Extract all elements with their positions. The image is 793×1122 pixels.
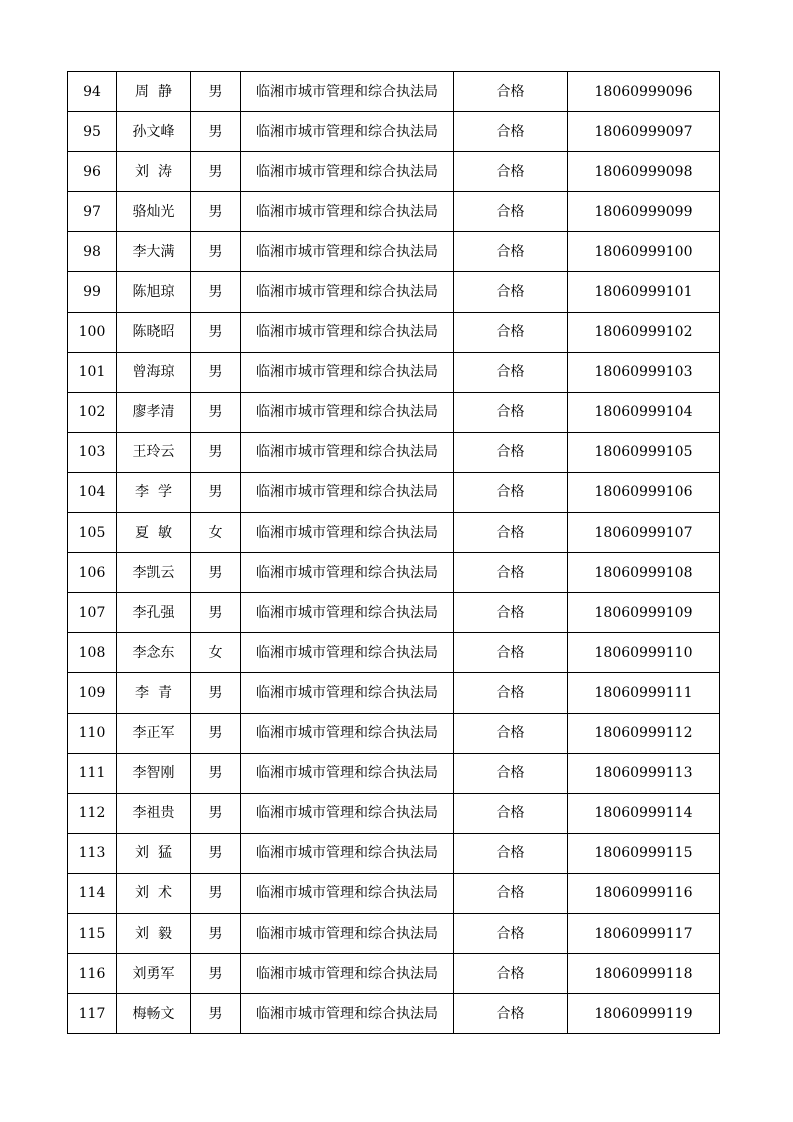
result-cell: 合格 (454, 192, 568, 232)
ticket-number-cell: 18060999097 (568, 112, 720, 152)
employer-unit-cell: 临湘市城市管理和综合执法局 (241, 232, 454, 272)
serial-number-cell: 113 (68, 833, 117, 873)
result-cell: 合格 (454, 72, 568, 112)
employer-unit-cell: 临湘市城市管理和综合执法局 (241, 472, 454, 512)
ticket-number-cell: 18060999105 (568, 432, 720, 472)
ticket-number-cell: 18060999100 (568, 232, 720, 272)
result-cell: 合格 (454, 673, 568, 713)
result-cell: 合格 (454, 472, 568, 512)
candidate-name-cell: 李大满 (117, 232, 191, 272)
result-cell: 合格 (454, 112, 568, 152)
employer-unit-cell: 临湘市城市管理和综合执法局 (241, 112, 454, 152)
gender-cell: 男 (191, 192, 241, 232)
roster-sheet (67, 71, 719, 1034)
employer-unit-cell: 临湘市城市管理和综合执法局 (241, 553, 454, 593)
employer-unit-cell: 临湘市城市管理和综合执法局 (241, 272, 454, 312)
candidate-name-cell: 夏 敏 (117, 513, 191, 553)
ticket-number-cell: 18060999108 (568, 553, 720, 593)
gender-cell: 男 (191, 553, 241, 593)
serial-number-cell: 111 (68, 753, 117, 793)
serial-number-cell: 104 (68, 472, 117, 512)
gender-cell: 男 (191, 152, 241, 192)
candidate-name-cell: 王玲云 (117, 432, 191, 472)
employer-unit-cell: 临湘市城市管理和综合执法局 (241, 994, 454, 1034)
employer-unit-cell: 临湘市城市管理和综合执法局 (241, 352, 454, 392)
gender-cell: 男 (191, 593, 241, 633)
ticket-number-cell: 18060999103 (568, 352, 720, 392)
result-cell: 合格 (454, 513, 568, 553)
ticket-number-cell: 18060999115 (568, 833, 720, 873)
ticket-number-cell: 18060999102 (568, 312, 720, 352)
ticket-number-cell: 18060999109 (568, 593, 720, 633)
result-cell: 合格 (454, 793, 568, 833)
result-cell: 合格 (454, 272, 568, 312)
candidate-name-cell: 曾海琼 (117, 352, 191, 392)
table-row (68, 232, 720, 272)
result-cell: 合格 (454, 713, 568, 753)
ticket-number-cell: 18060999116 (568, 873, 720, 913)
candidate-name-cell: 李智刚 (117, 753, 191, 793)
gender-cell: 男 (191, 72, 241, 112)
serial-number-cell: 115 (68, 913, 117, 953)
candidate-name-cell: 李念东 (117, 633, 191, 673)
candidate-name-cell: 梅畅文 (117, 994, 191, 1034)
result-cell: 合格 (454, 633, 568, 673)
table-row (68, 913, 720, 953)
gender-cell: 女 (191, 513, 241, 553)
ticket-number-cell: 18060999110 (568, 633, 720, 673)
result-cell: 合格 (454, 432, 568, 472)
table-row (68, 753, 720, 793)
gender-cell: 男 (191, 392, 241, 432)
table-row (68, 112, 720, 152)
serial-number-cell: 110 (68, 713, 117, 753)
serial-number-cell: 106 (68, 553, 117, 593)
table-row (68, 713, 720, 753)
ticket-number-cell: 18060999099 (568, 192, 720, 232)
ticket-number-cell: 18060999114 (568, 793, 720, 833)
table-row (68, 954, 720, 994)
serial-number-cell: 99 (68, 272, 117, 312)
gender-cell: 男 (191, 713, 241, 753)
table-row (68, 432, 720, 472)
table-row (68, 152, 720, 192)
table-row (68, 553, 720, 593)
gender-cell: 男 (191, 753, 241, 793)
candidate-name-cell: 李孔强 (117, 593, 191, 633)
serial-number-cell: 107 (68, 593, 117, 633)
employer-unit-cell: 临湘市城市管理和综合执法局 (241, 633, 454, 673)
employer-unit-cell: 临湘市城市管理和综合执法局 (241, 753, 454, 793)
candidate-name-cell: 李 学 (117, 472, 191, 512)
candidate-name-cell: 李正军 (117, 713, 191, 753)
candidate-table (67, 71, 720, 1034)
gender-cell: 男 (191, 312, 241, 352)
ticket-number-cell: 18060999104 (568, 392, 720, 432)
serial-number-cell: 116 (68, 954, 117, 994)
table-row (68, 312, 720, 352)
candidate-name-cell: 李凯云 (117, 553, 191, 593)
candidate-name-cell: 刘 术 (117, 873, 191, 913)
serial-number-cell: 100 (68, 312, 117, 352)
table-row (68, 994, 720, 1034)
result-cell: 合格 (454, 152, 568, 192)
result-cell: 合格 (454, 833, 568, 873)
candidate-name-cell: 廖孝清 (117, 392, 191, 432)
ticket-number-cell: 18060999118 (568, 954, 720, 994)
gender-cell: 男 (191, 432, 241, 472)
table-row (68, 873, 720, 913)
result-cell: 合格 (454, 312, 568, 352)
employer-unit-cell: 临湘市城市管理和综合执法局 (241, 432, 454, 472)
gender-cell: 女 (191, 633, 241, 673)
serial-number-cell: 101 (68, 352, 117, 392)
employer-unit-cell: 临湘市城市管理和综合执法局 (241, 713, 454, 753)
ticket-number-cell: 18060999117 (568, 913, 720, 953)
serial-number-cell: 97 (68, 192, 117, 232)
ticket-number-cell: 18060999096 (568, 72, 720, 112)
result-cell: 合格 (454, 994, 568, 1034)
employer-unit-cell: 临湘市城市管理和综合执法局 (241, 913, 454, 953)
table-row (68, 793, 720, 833)
table-row (68, 272, 720, 312)
serial-number-cell: 105 (68, 513, 117, 553)
employer-unit-cell: 临湘市城市管理和综合执法局 (241, 152, 454, 192)
result-cell: 合格 (454, 873, 568, 913)
table-row (68, 593, 720, 633)
gender-cell: 男 (191, 954, 241, 994)
serial-number-cell: 109 (68, 673, 117, 713)
candidate-name-cell: 陈晓昭 (117, 312, 191, 352)
employer-unit-cell: 临湘市城市管理和综合执法局 (241, 392, 454, 432)
table-row (68, 192, 720, 232)
serial-number-cell: 96 (68, 152, 117, 192)
serial-number-cell: 117 (68, 994, 117, 1034)
result-cell: 合格 (454, 954, 568, 994)
gender-cell: 男 (191, 272, 241, 312)
ticket-number-cell: 18060999119 (568, 994, 720, 1034)
employer-unit-cell: 临湘市城市管理和综合执法局 (241, 673, 454, 713)
ticket-number-cell: 18060999106 (568, 472, 720, 512)
employer-unit-cell: 临湘市城市管理和综合执法局 (241, 72, 454, 112)
serial-number-cell: 112 (68, 793, 117, 833)
result-cell: 合格 (454, 553, 568, 593)
table-row (68, 513, 720, 553)
gender-cell: 男 (191, 352, 241, 392)
serial-number-cell: 108 (68, 633, 117, 673)
gender-cell: 男 (191, 994, 241, 1034)
table-row (68, 72, 720, 112)
table-row (68, 633, 720, 673)
ticket-number-cell: 18060999113 (568, 753, 720, 793)
ticket-number-cell: 18060999111 (568, 673, 720, 713)
gender-cell: 男 (191, 673, 241, 713)
result-cell: 合格 (454, 392, 568, 432)
candidate-name-cell: 刘 猛 (117, 833, 191, 873)
serial-number-cell: 94 (68, 72, 117, 112)
serial-number-cell: 102 (68, 392, 117, 432)
ticket-number-cell: 18060999112 (568, 713, 720, 753)
ticket-number-cell: 18060999098 (568, 152, 720, 192)
table-row (68, 833, 720, 873)
employer-unit-cell: 临湘市城市管理和综合执法局 (241, 793, 454, 833)
candidate-name-cell: 刘 涛 (117, 152, 191, 192)
candidate-name-cell: 李 青 (117, 673, 191, 713)
gender-cell: 男 (191, 873, 241, 913)
gender-cell: 男 (191, 232, 241, 272)
gender-cell: 男 (191, 833, 241, 873)
table-row (68, 673, 720, 713)
result-cell: 合格 (454, 232, 568, 272)
table-row (68, 352, 720, 392)
gender-cell: 男 (191, 913, 241, 953)
gender-cell: 男 (191, 472, 241, 512)
employer-unit-cell: 临湘市城市管理和综合执法局 (241, 192, 454, 232)
ticket-number-cell: 18060999101 (568, 272, 720, 312)
candidate-name-cell: 李祖贵 (117, 793, 191, 833)
table-row (68, 392, 720, 432)
serial-number-cell: 103 (68, 432, 117, 472)
result-cell: 合格 (454, 352, 568, 392)
serial-number-cell: 95 (68, 112, 117, 152)
candidate-name-cell: 陈旭琼 (117, 272, 191, 312)
result-cell: 合格 (454, 753, 568, 793)
employer-unit-cell: 临湘市城市管理和综合执法局 (241, 873, 454, 913)
employer-unit-cell: 临湘市城市管理和综合执法局 (241, 312, 454, 352)
result-cell: 合格 (454, 913, 568, 953)
table-body (68, 72, 720, 1034)
candidate-name-cell: 周 静 (117, 72, 191, 112)
candidate-name-cell: 孙文峰 (117, 112, 191, 152)
candidate-name-cell: 刘勇军 (117, 954, 191, 994)
gender-cell: 男 (191, 793, 241, 833)
candidate-name-cell: 骆灿光 (117, 192, 191, 232)
serial-number-cell: 98 (68, 232, 117, 272)
gender-cell: 男 (191, 112, 241, 152)
table-row (68, 472, 720, 512)
candidate-name-cell: 刘 毅 (117, 913, 191, 953)
serial-number-cell: 114 (68, 873, 117, 913)
employer-unit-cell: 临湘市城市管理和综合执法局 (241, 833, 454, 873)
result-cell: 合格 (454, 593, 568, 633)
employer-unit-cell: 临湘市城市管理和综合执法局 (241, 593, 454, 633)
employer-unit-cell: 临湘市城市管理和综合执法局 (241, 954, 454, 994)
employer-unit-cell: 临湘市城市管理和综合执法局 (241, 513, 454, 553)
ticket-number-cell: 18060999107 (568, 513, 720, 553)
